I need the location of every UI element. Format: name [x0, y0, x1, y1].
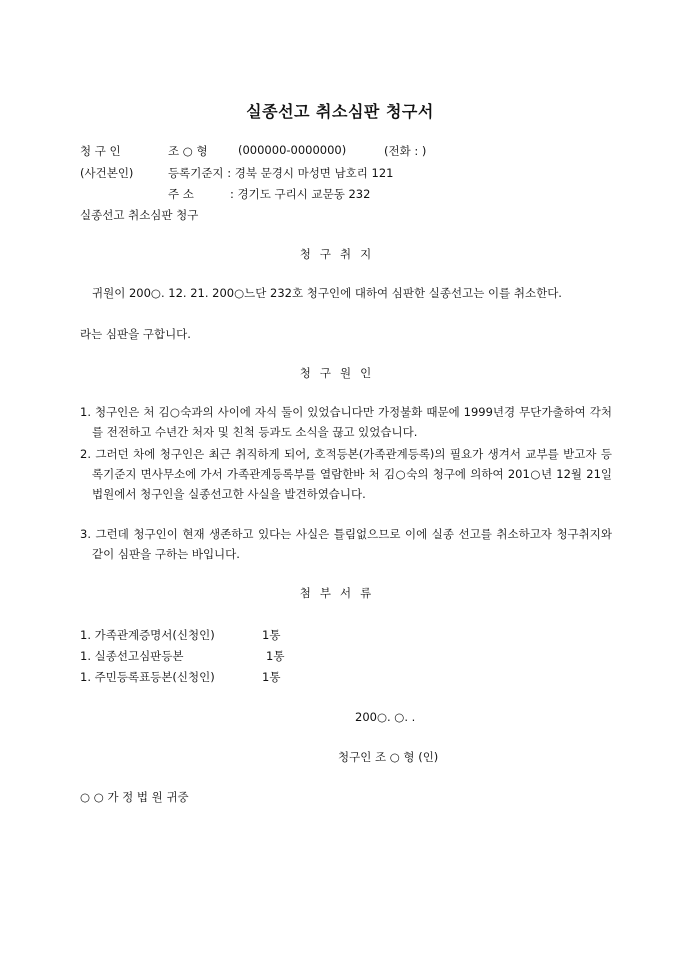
cause-heading: 청구원인	[299, 366, 381, 380]
cause-item-1: 1. 청구인은 처 김○숙과의 사이에 자식 둘이 있었습니다만 가정불화 때문에 1999년경 무단가출하여 각처를 전전하고 수년간 처자 및 친척 등과도 소식을 끊고 있었습니다.	[80, 405, 612, 439]
purpose-closing: 라는 심판을 구합니다.	[80, 327, 191, 341]
cause-item-3: 3. 그런데 청구인이 현재 생존하고 있다는 사실은 틀림없으므로 이에 실종 선고를 취소하고자 청구취지와 같이 심판을 구하는 바입니다.	[80, 527, 612, 561]
purpose-heading: 청구취지	[299, 247, 381, 261]
applicant-id: (000000-0000000)	[238, 143, 347, 157]
address-label: 주 소	[168, 187, 194, 201]
registry-address: 등록기준지 : 경북 문경시 마성면 남호리 121	[168, 166, 394, 180]
attachment-item-2-count: 1통	[266, 649, 285, 663]
attachments-heading: 첨부서류	[299, 586, 381, 600]
attachment-item-3-count: 1통	[262, 670, 281, 684]
applicant-name: 조 ○ 형	[168, 144, 208, 158]
subject-label: (사건본인)	[80, 166, 134, 180]
document-date: 200○. ○. .	[355, 710, 416, 724]
applicant-signature: 청구인 조 ○ 형 (인)	[338, 750, 439, 764]
case-name: 실종선고 취소심판 청구	[80, 208, 199, 222]
court-addressee: ○ ○ 가 정 법 원 귀중	[80, 790, 189, 804]
purpose-text: 귀원이 200○. 12. 21. 200○느단 232호 청구인에 대하여 심판한 실종선고는 이를 취소한다.	[92, 286, 562, 300]
applicant-label: 청 구 인	[80, 144, 121, 158]
attachment-item-3-name: 1. 주민등록표등본(신청인)	[80, 670, 215, 684]
attachment-item-1-count: 1통	[262, 628, 281, 642]
attachment-item-2-name: 1. 실종선고심판등본	[80, 649, 184, 663]
document-title: 실종선고 취소심판 청구서	[246, 102, 434, 121]
address-value: : 경기도 구리시 교문동 232	[230, 187, 371, 201]
cause-item-2: 2. 그러던 차에 청구인은 최근 취직하게 되어, 호적등본(가족관계등록)의 필요가 생겨서 교부를 받고자 등록기준지 면사무소에 가서 가족관계등록부를 열람한바 처 김○숙의 청구에 의하여 201○년 12월 21일 법원에서 청구인을 실종선고한 사실을 발견하였습니다.	[80, 447, 612, 501]
applicant-phone: (전화 : )	[384, 144, 427, 158]
attachment-item-1-name: 1. 가족관계증명서(신청인)	[80, 628, 215, 642]
